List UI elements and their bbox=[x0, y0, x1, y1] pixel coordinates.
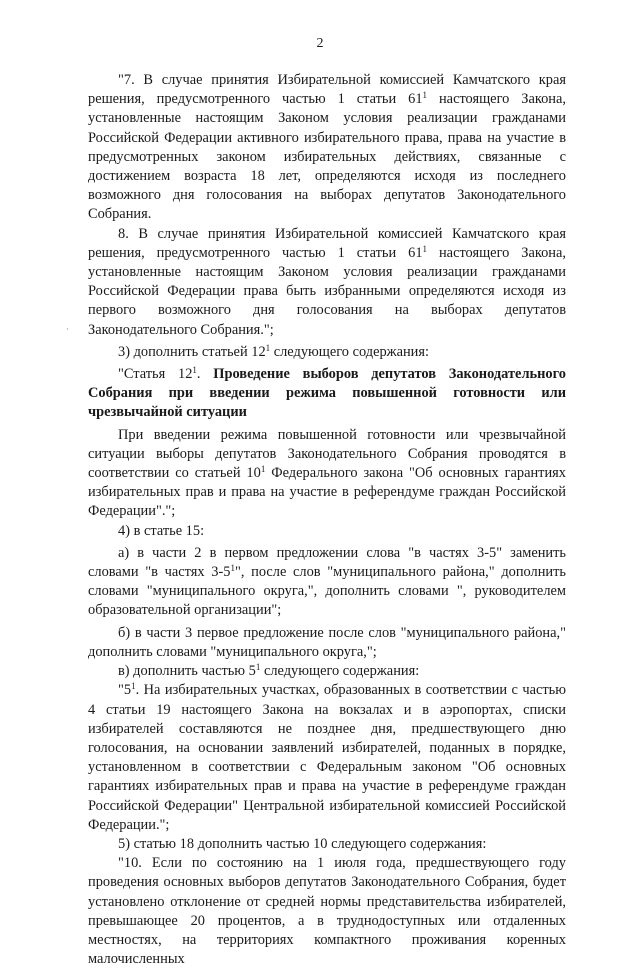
paragraph-item-5: 5) статью 18 дополнить частью 10 следующего содержания: bbox=[118, 835, 487, 852]
document-body bbox=[88, 71, 566, 969]
paragraph-part-5-1: "$5^1$. На избирательных участках, образованных в соответствии с частью 4 статьи 19 настоящего Закона на вокзалах и в аэропортах, списки избирателей составляются не позднее дня, предшествующего дню голосования, на основании заявлений избирателей, поданных в порядке, установленном в соответствии с Федеральным законом "Об основных гарантиях избирательных прав и права на участие в референдуме граждан Российской Федерации" Центральной избирательной комиссией Российской Федерации."; bbox=[88, 681, 566, 833]
margin-mark: · bbox=[66, 324, 69, 334]
paragraph-part-8: 8. В случае принятия Избирательной комиссией Камчатского края решения, предусмотренного частью 1 статьи $61^1$ настоящего Закона, установленные настоящим Законом условия реализации гражданами Российской Федерации права быть избранными определяются исходя из первого возможного дня голосования на выборах депутатов Законодательного Собрания."; bbox=[88, 225, 566, 338]
paragraph-item-3: 3) дополнить статьей $12^1$ следующего содержания: bbox=[118, 342, 429, 360]
paragraph-part-7: "7. В случае принятия Избирательной комиссией Камчатского края решения, предусмотренного частью 1 статьи $61^1$ настоящего Закона, установленные настоящим Законом условия реализации гражданами Российской Федерации активного избирательного права, права на участие в предусмотренных законом избирательных действиях, связанные с достижением возраста 18 лет, определяются исходя из последнего возможного дня голосования на выборах депутатов Законодательного Собрания. bbox=[88, 72, 566, 223]
paragraph-subitem-v: в) дополнить частью $5^1$ следующего содержания: bbox=[118, 662, 420, 680]
paragraph-item-4: 4) в статье 15: bbox=[118, 522, 205, 539]
article-heading: "Статья $12^1$. Проведение выборов депутатов Законодательного Собрания при введении режима повышенной готовности или чрезвычайной ситуации bbox=[88, 365, 566, 421]
page-number: 2 bbox=[316, 36, 324, 51]
paragraph-subitem-b: б) в части 3 первое предложение после слов "муниципального района," дополнить словами "муниципального округа,"; bbox=[88, 624, 566, 660]
paragraph-part-10: "10. Если по состоянию на 1 июля года, предшествующего году проведения основных выборов депутатов Законодательного Собрания, будет установлено отклонение от средней нормы представительства избирателей, превышающее 20 процентов, а в труднодоступных или отдаленных местностях, на территориях компактного проживания коренных малочисленных bbox=[88, 855, 566, 968]
article-body: При введении режима повышенной готовности или чрезвычайной ситуации выборы депутатов Законодательного Собрания проводятся в соответствии со статьей $10^1$ Федерального закона "Об основных гарантиях избирательных прав и права на участие в референдуме граждан Российской Федерации"."; bbox=[88, 426, 566, 520]
paragraph-subitem-a: а) в части 2 в первом предложении слова "в частях 3-5" заменить словами "в частях $3-5^1$", после слов "муниципального района," дополнить словами "муниципального округа,", дополнить словами ", руководителем образовательной организации"; bbox=[88, 544, 566, 619]
